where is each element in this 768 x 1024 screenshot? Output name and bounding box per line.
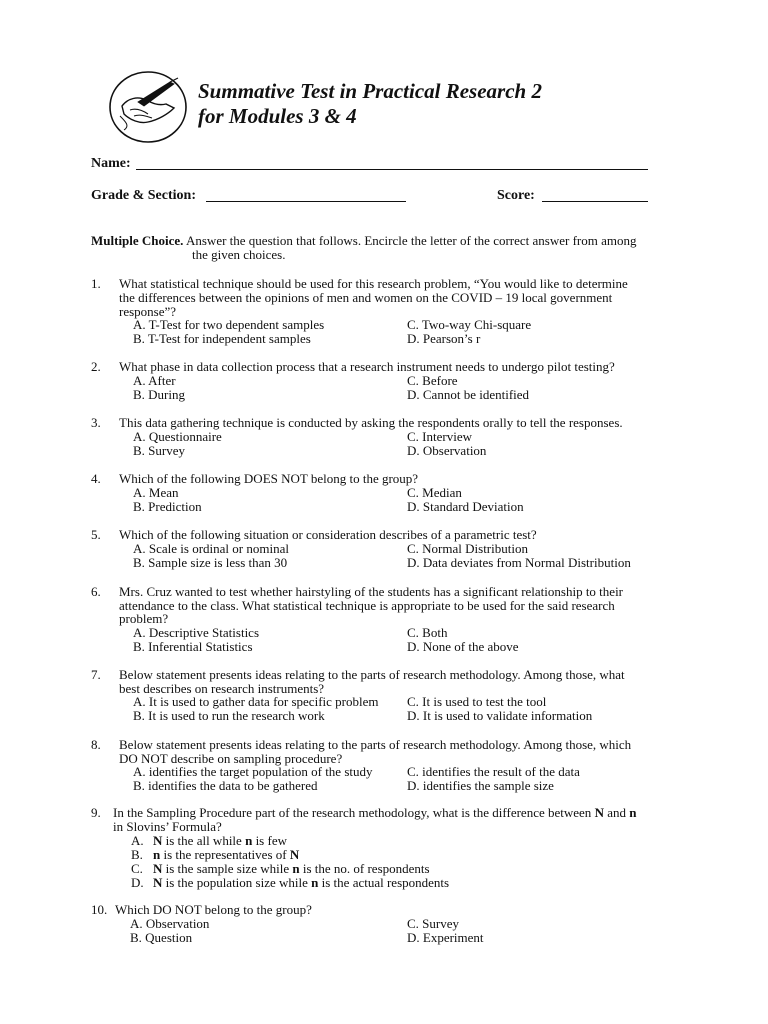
question-text: best describes on research instruments? <box>119 681 325 696</box>
instructions-text-line2: the given choices. <box>192 247 286 262</box>
choice-c[interactable]: C. Survey <box>407 916 459 931</box>
name-label: Name: <box>91 156 131 171</box>
choice-b[interactable]: B. identifies the data to be gathered <box>133 778 318 793</box>
choice-b[interactable]: B. Sample size is less than 30 <box>133 555 288 570</box>
question-text: Which DO NOT belong to the group? <box>115 902 312 917</box>
question-text: Which of the following situation or consideration describes of a parametric test? <box>119 527 537 542</box>
instructions <box>91 234 637 248</box>
choice-a[interactable]: A. Mean <box>133 485 179 500</box>
score-label: Score: <box>497 188 535 203</box>
question-number: 5. <box>91 527 101 542</box>
question-text: response”? <box>119 304 177 319</box>
question-number: 1. <box>91 276 101 291</box>
choice-b[interactable]: B. n is the representatives of N <box>131 847 300 862</box>
choice-a[interactable]: A. N is the all while n is few <box>131 833 287 848</box>
hand-writing-logo-icon <box>108 70 188 144</box>
choice-d[interactable]: D. Observation <box>407 443 487 458</box>
question-text: in Slovins’ Formula? <box>113 819 222 834</box>
choice-c[interactable]: C. N is the sample size while n is the no. of respondents <box>131 861 430 876</box>
score-blank[interactable] <box>542 201 648 202</box>
question-text: attendance to the class. What statistical technique is appropriate to be used for the said research <box>119 598 615 613</box>
choice-c[interactable]: C. Median <box>407 485 462 500</box>
question-text: This data gathering technique is conducted by asking the respondents orally to tell the responses. <box>119 415 623 430</box>
question-text: What phase in data collection process that a research instrument needs to undergo pilot testing? <box>119 359 615 374</box>
question-text: DO NOT describe on sampling procedure? <box>119 751 343 766</box>
choice-c[interactable]: C. It is used to test the tool <box>407 694 547 709</box>
choice-b[interactable]: B. Inferential Statistics <box>133 639 253 654</box>
choice-a[interactable]: A. T-Test for two dependent samples <box>133 317 325 332</box>
instructions-heading: Multiple Choice. <box>91 233 184 248</box>
choice-b[interactable]: B. Question <box>130 930 193 945</box>
question-text: the differences between the opinions of men and women on the COVID – 19 local government <box>119 290 613 305</box>
question-number: 3. <box>91 415 101 430</box>
choice-d[interactable]: D. None of the above <box>407 639 519 654</box>
choice-a[interactable]: A. Questionnaire <box>133 429 222 444</box>
choice-d[interactable]: D. Pearson’s r <box>407 331 481 346</box>
choice-d[interactable]: D. Standard Deviation <box>407 499 524 514</box>
question-number: 7. <box>91 667 101 682</box>
question-number: 9. <box>91 805 101 820</box>
choice-c[interactable]: C. Two-way Chi-square <box>407 317 532 332</box>
choice-d[interactable]: D. identifies the sample size <box>407 778 554 793</box>
page-title: Summative Test in Practical Research 2 <box>198 79 542 103</box>
question-number: 6. <box>91 584 101 599</box>
question-text: Below statement presents ideas relating to the parts of research methodology. Among those, which <box>119 737 632 752</box>
choice-a[interactable]: A. After <box>133 373 176 388</box>
choice-b[interactable]: B. It is used to run the research work <box>133 708 325 723</box>
choice-b[interactable]: B. During <box>133 387 185 402</box>
choice-b[interactable]: B. Prediction <box>133 499 202 514</box>
instructions-text: Answer the question that follows. Encircle the letter of the correct answer from among <box>185 233 637 248</box>
choice-a[interactable]: A. It is used to gather data for specific problem <box>133 694 379 709</box>
choice-c[interactable]: C. Both <box>407 625 448 640</box>
question-text: What statistical technique should be used for this research problem, “You would like to determine <box>119 276 628 291</box>
question-text: problem? <box>119 611 169 626</box>
choice-d[interactable]: D. Data deviates from Normal Distribution <box>407 555 631 570</box>
name-blank[interactable] <box>136 169 648 170</box>
question-text: Which of the following DOES NOT belong to the group? <box>119 471 419 486</box>
choice-a[interactable]: A. identifies the target population of the study <box>133 764 373 779</box>
page-subtitle: for Modules 3 & 4 <box>198 104 357 128</box>
choice-b[interactable]: B. Survey <box>133 443 185 458</box>
choice-c[interactable]: C. Interview <box>407 429 472 444</box>
grade-section-label: Grade & Section: <box>91 188 196 203</box>
choice-c[interactable]: C. Normal Distribution <box>407 541 528 556</box>
choice-d[interactable]: D. It is used to validate information <box>407 708 593 723</box>
question-number: 8. <box>91 737 101 752</box>
choice-c[interactable]: C. Before <box>407 373 458 388</box>
question-text: Below statement presents ideas relating to the parts of research methodology. Among those, what <box>119 667 625 682</box>
question-text: In the Sampling Procedure part of the research methodology, what is the difference between N and n <box>113 805 637 820</box>
choice-b[interactable]: B. T-Test for independent samples <box>133 331 311 346</box>
choice-a[interactable]: A. Scale is ordinal or nominal <box>133 541 289 556</box>
question-number: 4. <box>91 471 101 486</box>
choice-d[interactable]: D. N is the population size while n is the actual respondents <box>131 875 450 890</box>
choice-a[interactable]: A. Descriptive Statistics <box>133 625 260 640</box>
choice-d[interactable]: D. Experiment <box>407 930 484 945</box>
choice-d[interactable]: D. Cannot be identified <box>407 387 530 402</box>
question-number: 2. <box>91 359 101 374</box>
choice-a[interactable]: A. Observation <box>130 916 210 931</box>
question-number: 10. <box>91 902 108 917</box>
choice-c[interactable]: C. identifies the result of the data <box>407 764 580 779</box>
question-text: Mrs. Cruz wanted to test whether hairstyling of the students has a significant relationship to their <box>119 584 624 599</box>
grade-section-blank[interactable] <box>206 201 406 202</box>
